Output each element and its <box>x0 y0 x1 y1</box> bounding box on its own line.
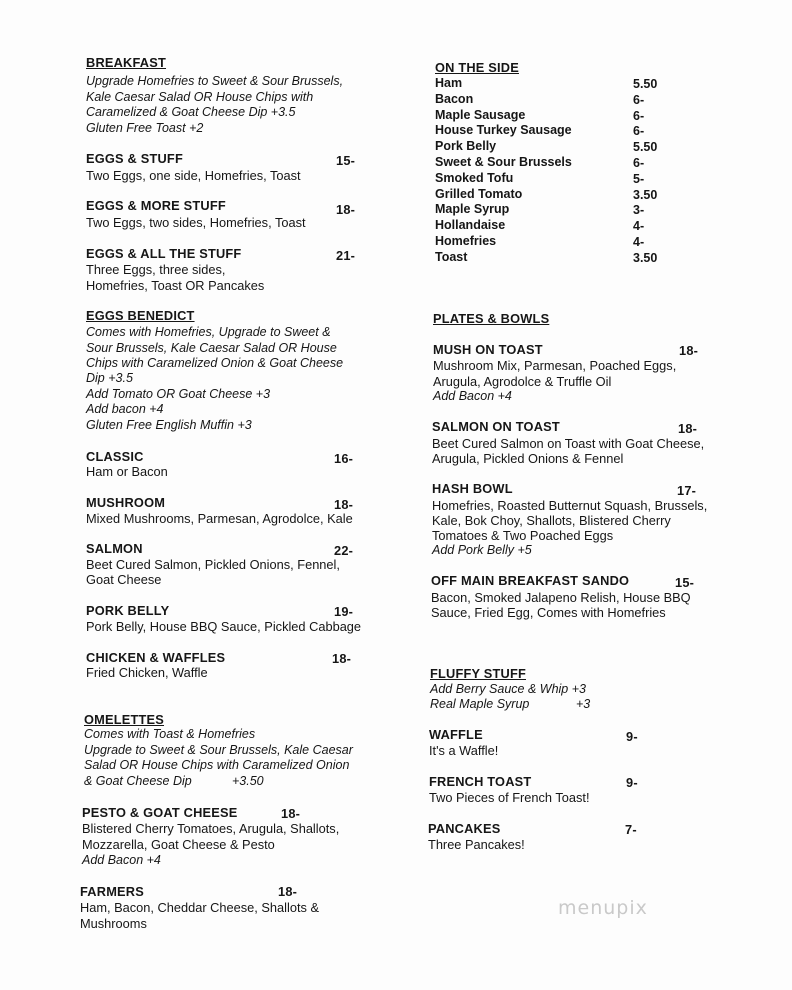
menu-item-price: 18- <box>679 343 699 358</box>
menu-item-price: 9- <box>626 775 638 790</box>
menu-item-price: 15- <box>336 153 356 168</box>
menu-item-title: CHICKEN & WAFFLES <box>86 650 226 665</box>
menu-item-desc: Two Eggs, two sides, Homefries, Toast <box>86 215 306 230</box>
menu-item-price: 18- <box>334 497 354 512</box>
benedict-note: Comes with Homefries, Upgrade to Sweet & <box>86 325 331 339</box>
fluffy-note-price: +3 <box>576 697 591 711</box>
menu-item-desc: Two Pieces of French Toast! <box>429 790 590 805</box>
side-item-name: Hollandaise <box>435 218 506 233</box>
side-item-name: Ham <box>435 76 463 90</box>
menu-item-desc: Mushrooms <box>80 916 147 931</box>
fluffy-heading: FLUFFY STUFF <box>430 666 526 681</box>
menu-item-title: SALMON <box>86 541 143 556</box>
omelettes-note: Upgrade to Sweet & Sour Brussels, Kale Caesar <box>84 743 353 757</box>
side-item-price: 5.50 <box>633 77 658 91</box>
side-item-name: Homefries <box>435 234 497 248</box>
menu-item-price: 18- <box>278 884 298 899</box>
menu-item-title: FARMERS <box>80 884 144 899</box>
plates-heading: PLATES & BOWLS <box>433 311 550 326</box>
menu-item-price: 16- <box>334 451 354 466</box>
omelettes-note-price: +3.50 <box>232 774 264 788</box>
menu-item-desc: Three Pancakes! <box>428 837 525 852</box>
menu-item-price: 17- <box>677 483 697 498</box>
menu-item-title: EGGS & STUFF <box>86 151 183 166</box>
menu-item-desc: Ham, Bacon, Cheddar Cheese, Shallots & <box>80 900 320 915</box>
side-item-price: 4- <box>633 235 645 249</box>
menu-item-title: CLASSIC <box>86 449 144 464</box>
menu-item-price: 15- <box>675 575 695 590</box>
menu-item-price: 21- <box>336 248 356 263</box>
benedict-heading: EGGS BENEDICT <box>86 308 195 323</box>
menu-item-desc: Sauce, Fried Egg, Comes with Homefries <box>431 605 666 620</box>
side-heading: ON THE SIDE <box>435 60 519 75</box>
omelettes-heading: OMELETTES <box>84 712 165 727</box>
benedict-note: Add Tomato OR Goat Cheese +3 <box>86 387 271 401</box>
menu-item-title: EGGS & MORE STUFF <box>86 198 226 213</box>
fluffy-note: Real Maple Syrup <box>430 697 530 711</box>
menu-item-addon: Add Bacon +4 <box>82 853 161 867</box>
menu-item-title: SALMON ON TOAST <box>432 419 560 434</box>
menu-item-desc: It's a Waffle! <box>429 743 499 758</box>
menu-item-title: MUSHROOM <box>86 495 166 510</box>
benedict-note: Dip +3.5 <box>86 371 133 385</box>
menu-item-desc: Beet Cured Salmon, Pickled Onions, Fennel, <box>86 557 340 572</box>
menu-item-desc: Arugula, Agrodolce & Truffle Oil <box>433 374 612 389</box>
omelettes-note: Salad OR House Chips with Caramelized Onion <box>84 758 350 772</box>
menu-item-title: HASH BOWL <box>432 481 513 496</box>
side-item-price: 5- <box>633 171 645 186</box>
menu-item-desc: Arugula, Pickled Onions & Fennel <box>432 451 624 466</box>
omelettes-note: & Goat Cheese Dip <box>84 774 192 788</box>
side-item-price: 3.50 <box>633 187 658 202</box>
benedict-note: Sour Brussels, Kale Caesar Salad OR House <box>86 341 337 355</box>
menu-item-desc: Mushroom Mix, Parmesan, Poached Eggs, <box>433 358 677 373</box>
breakfast-heading: BREAKFAST <box>86 55 167 70</box>
side-item-price: 6- <box>633 92 645 107</box>
menu-item-desc: Tomatoes & Two Poached Eggs <box>432 528 614 543</box>
menu-item-title: MUSH ON TOAST <box>433 342 543 357</box>
menu-item-desc: Homefries, Toast OR Pancakes <box>86 278 265 293</box>
side-item-price: 6- <box>633 108 645 123</box>
menu-item-price: 7- <box>625 822 637 837</box>
breakfast-note: Kale Caesar Salad OR House Chips with <box>86 90 314 104</box>
breakfast-note: Caramelized & Goat Cheese Dip +3.5 <box>86 105 296 119</box>
menu-item-desc: Three Eggs, three sides, <box>86 262 226 277</box>
menu-item-addon: Add Bacon +4 <box>433 389 512 403</box>
side-item-price: 3.50 <box>633 250 658 265</box>
menu-item-title: FRENCH TOAST <box>429 774 532 789</box>
side-item-name: Bacon <box>435 91 474 106</box>
menu-item-addon: Add Pork Belly +5 <box>432 543 532 557</box>
menu-item-price: 19- <box>334 604 354 619</box>
side-item-price: 4- <box>633 219 645 234</box>
menu-item-desc: Kale, Bok Choy, Shallots, Blistered Cherry <box>432 513 671 528</box>
menu-item-title: OFF MAIN BREAKFAST SANDO <box>431 573 630 588</box>
breakfast-note: Upgrade Homefries to Sweet & Sour Brussels, <box>86 74 344 88</box>
menu-item-price: 18- <box>332 651 352 666</box>
menu-item-price: 22- <box>334 543 354 558</box>
breakfast-note: Gluten Free Toast +2 <box>86 121 204 135</box>
menu-item-desc: Mozzarella, Goat Cheese & Pesto <box>82 837 275 852</box>
side-item-name: Maple Sausage <box>435 107 526 122</box>
menu-item-title: PORK BELLY <box>86 603 170 618</box>
benedict-note: Chips with Caramelized Onion & Goat Cheese <box>86 356 344 370</box>
menu-item-desc: Beet Cured Salmon on Toast with Goat Cheese, <box>432 436 705 451</box>
menu-item-title: EGGS & ALL THE STUFF <box>86 246 242 261</box>
side-item-name: Toast <box>435 249 468 264</box>
benedict-note: Gluten Free English Muffin +3 <box>86 418 252 432</box>
side-item-name: Smoked Tofu <box>435 170 514 185</box>
menu-item-desc: Pork Belly, House BBQ Sauce, Pickled Cabbage <box>86 619 362 634</box>
menu-item-title: PESTO & GOAT CHEESE <box>82 805 238 820</box>
side-item-name: House Turkey Sausage <box>435 123 572 138</box>
side-item-name: Grilled Tomato <box>435 186 523 201</box>
fluffy-note: Add Berry Sauce & Whip +3 <box>430 682 586 696</box>
menu-item-desc: Two Eggs, one side, Homefries, Toast <box>86 168 301 183</box>
side-item-name: Maple Syrup <box>435 202 510 217</box>
menu-item-desc: Mixed Mushrooms, Parmesan, Agrodolce, Kale <box>86 511 353 526</box>
benedict-note: Add bacon +4 <box>86 402 164 416</box>
menu-item-desc: Fried Chicken, Waffle <box>86 665 208 680</box>
side-item-name: Sweet & Sour Brussels <box>435 155 572 169</box>
menu-item-desc: Homefries, Roasted Butternut Squash, Brussels, <box>432 498 708 513</box>
watermark-logo: menupix <box>558 897 648 919</box>
omelettes-note: Comes with Toast & Homefries <box>84 727 256 741</box>
menu-item-price: 18- <box>336 202 356 217</box>
menu-item-title: WAFFLE <box>429 727 483 742</box>
menu-item-desc: Blistered Cherry Tomatoes, Arugula, Shallots, <box>82 821 340 836</box>
menu-item-desc: Bacon, Smoked Jalapeno Relish, House BBQ <box>431 590 691 605</box>
side-item-price: 6- <box>633 156 645 170</box>
menu-item-price: 9- <box>626 729 638 744</box>
menu-item-desc: Goat Cheese <box>86 572 162 587</box>
menu-item-price: 18- <box>678 421 698 436</box>
menu-item-title: PANCAKES <box>428 821 501 836</box>
menu-item-desc: Ham or Bacon <box>86 464 168 479</box>
menu-item-price: 18- <box>281 806 301 821</box>
side-item-name: Pork Belly <box>435 139 497 154</box>
side-item-price: 6- <box>633 124 645 139</box>
side-item-price: 5.50 <box>633 140 658 155</box>
side-item-price: 3- <box>633 203 645 218</box>
